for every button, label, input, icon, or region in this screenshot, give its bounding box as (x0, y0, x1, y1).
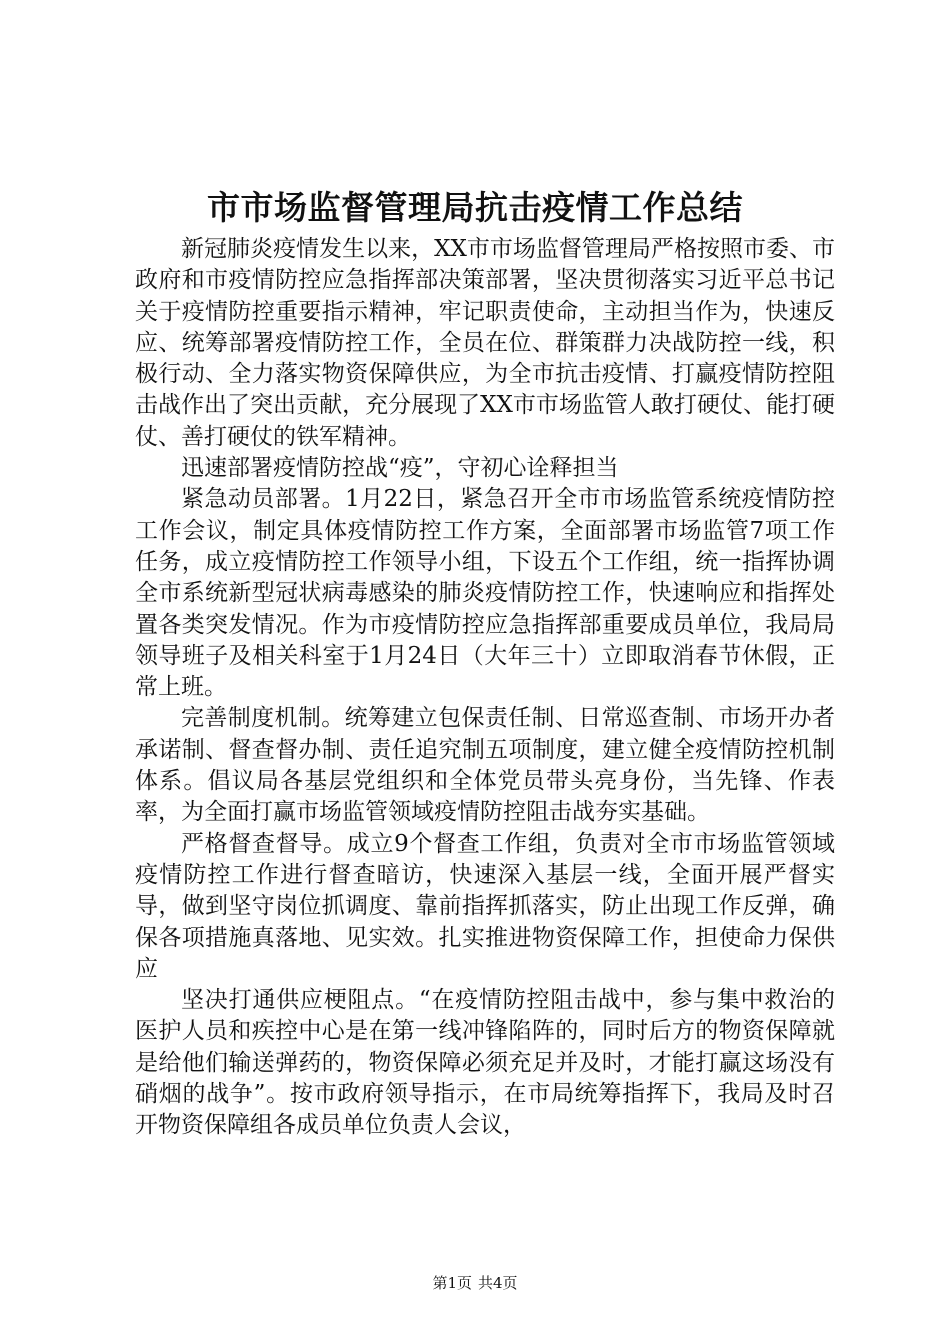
paragraph-supervision: 严格督查督导。成立9个督查工作组，负责对全市市场监管领域疫情防控工作进行督查暗访，快速深入基层一线，全面开展严督实导，做到坚守岗位抓调度、靠前指挥抓落实，防止出现工作反弹，确保各项措施真落地、见实效。扎实推进物资保障工作，担使命力保供应 (135, 830, 835, 982)
section-heading: 迅速部署疫情防控战“疫”，守初心诠释担当 (181, 455, 619, 482)
page-total: 共4页 (478, 1274, 518, 1292)
paragraph-supply: 坚决打通供应梗阻点。“在疫情防控阻击战中，参与集中救治的医护人员和疾控中心是在第一线冲锋陷阵的，同时后方的物资保障就是给他们输送弹药的，物资保障必须充足并及时，才能打赢这场没有硝烟的战争”。按市政府领导指示，在市局统筹指挥下，我局及时召开物资保障组各成员单位负责人会议， (135, 987, 835, 1139)
document-title: 市市场监督管理局抗击疫情工作总结 (207, 188, 743, 227)
paragraph-mechanism: 完善制度机制。统筹建立包保责任制、日常巡查制、市场开办者承诺制、督查督办制、责任追究制五项制度，建立健全疫情防控机制体系。倡议局各基层党组织和全体党员带头亮身份，当先锋、作表率，为全面打赢市场监管领域疫情防控阻击战夯实基础。 (135, 705, 835, 826)
paragraph-intro: 新冠肺炎疫情发生以来，XX市市场监督管理局严格按照市委、市政府和市疫情防控应急指挥部决策部署，坚决贯彻落实习近平总书记关于疫情防控重要指示精神，牢记职责使命，主动担当作为，快速反应、统筹部署疫情防控工作，全员在位、群策群力决战防控一线，积极行动、全力落实物资保障供应，为全市抗击疫情、打赢疫情防控阻击战作出了突出贡献，充分展现了XX市市场监管人敢打硬仗、能打硬仗、善打硬仗的铁军精神。 (135, 236, 835, 450)
page-number: 第1页 (432, 1274, 472, 1292)
page-footer (0, 1272, 950, 1294)
paragraph-mobilization: 紧急动员部署。1月22日，紧急召开全市市场监管系统疫情防控工作会议，制定具体疫情防控工作方案，全面部署市场监管7项工作任务，成立疫情防控工作领导小组，下设五个工作组，统一指挥协调全市系统新型冠状病毒感染的肺炎疫情防控工作，快速响应和指挥处置各类突发情况。作为市疫情防控应急指挥部重要成员单位，我局局领导班子及相关科室于1月24日（大年三十）立即取消春节休假，正常上班。 (135, 486, 835, 701)
document-body (135, 234, 835, 1142)
